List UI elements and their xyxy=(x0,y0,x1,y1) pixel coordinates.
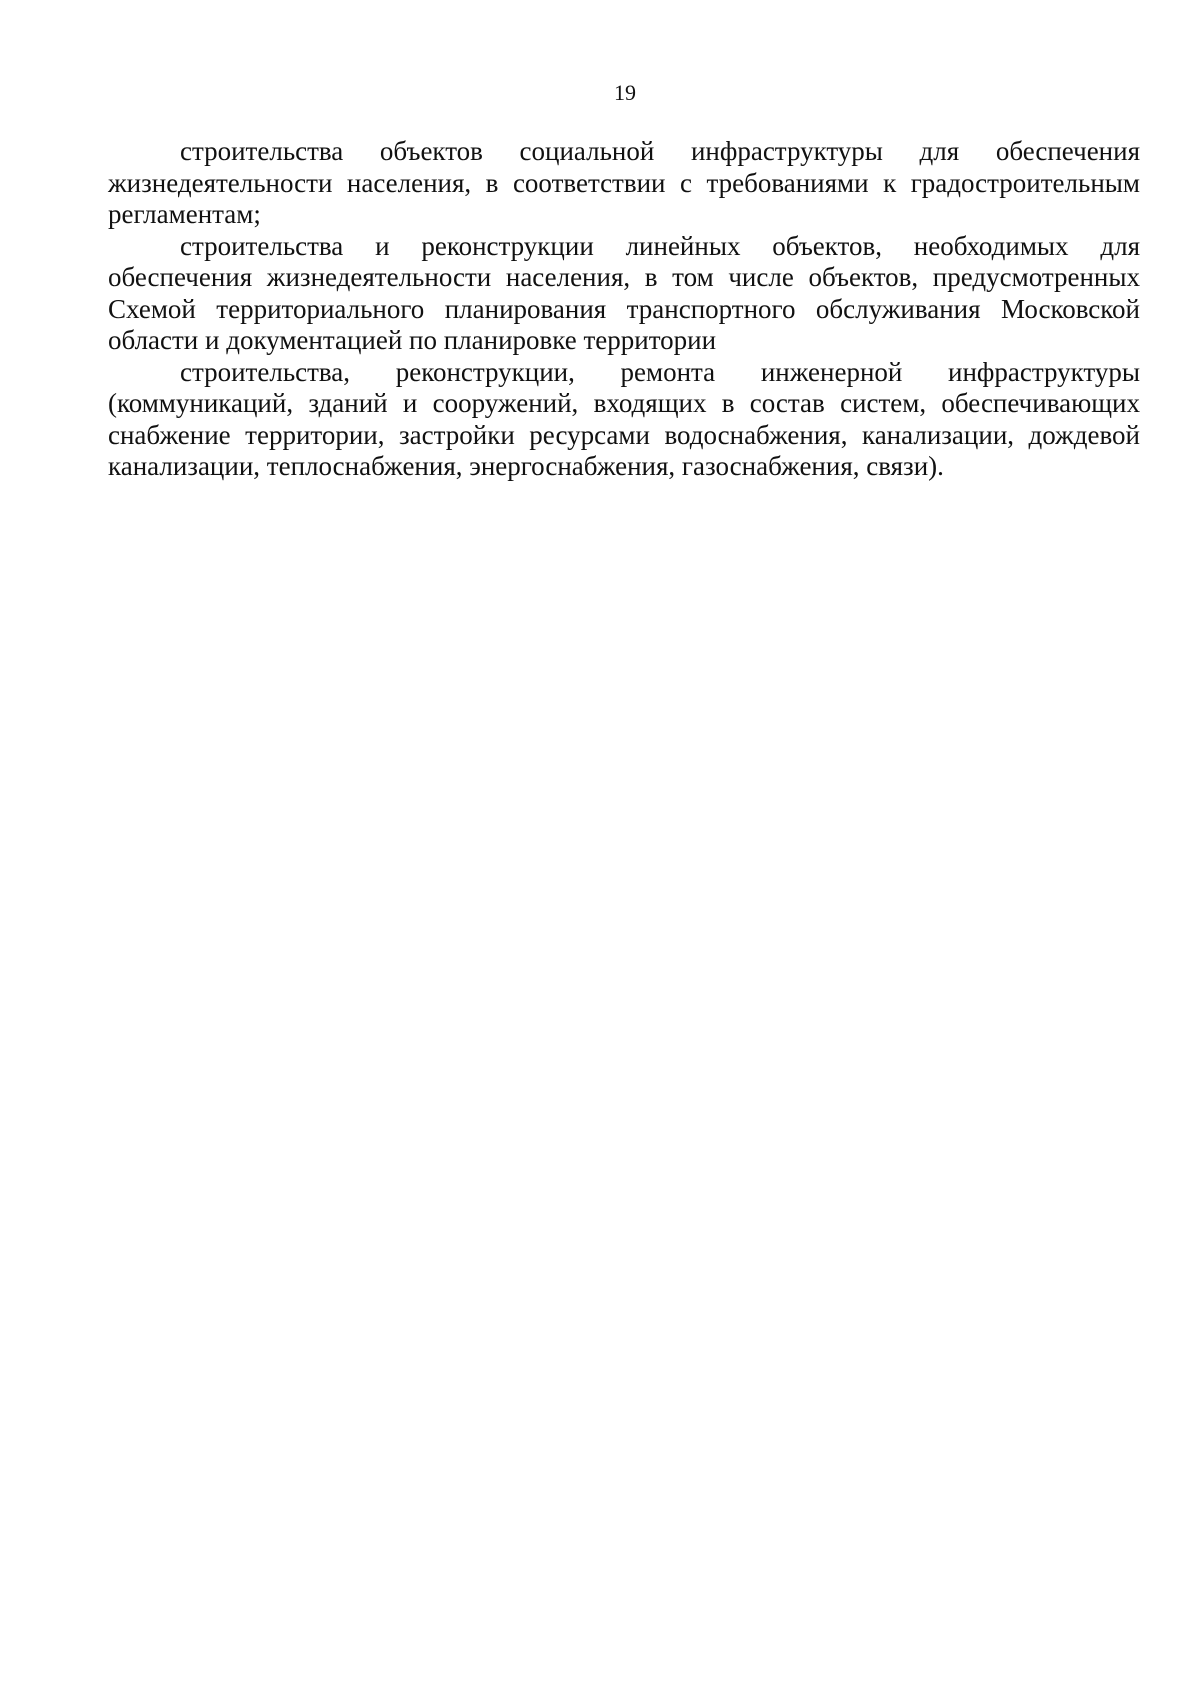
paragraph-social-infrastructure: строительства объектов социальной инфраструктуры для обеспечения жизнедеятельности населения, в соответствии с требованиями к градостроительным регламентам; xyxy=(108,136,1140,229)
paragraph-linear-objects: строительства и реконструкции линейных объектов, необходимых для обеспечения жизнедеятельности населения, в том числе объектов, предусмотренных Схемой территориального планирования транспортного обслуживания Московской области и документацией по планировке территории xyxy=(108,230,1140,355)
paragraph-engineering-infrastructure: строительства, реконструкции, ремонта инженерной инфраструктуры (коммуникаций, зданий и сооружений, входящих в состав систем, обеспечивающих снабжение территории, застройки ресурсами водоснабжения, канализации, дождевой канализации, теплоснабжения, энергоснабжения, газоснабжения, связи). xyxy=(108,356,1140,481)
document-body xyxy=(108,136,1140,483)
page-number: 19 xyxy=(614,80,636,105)
